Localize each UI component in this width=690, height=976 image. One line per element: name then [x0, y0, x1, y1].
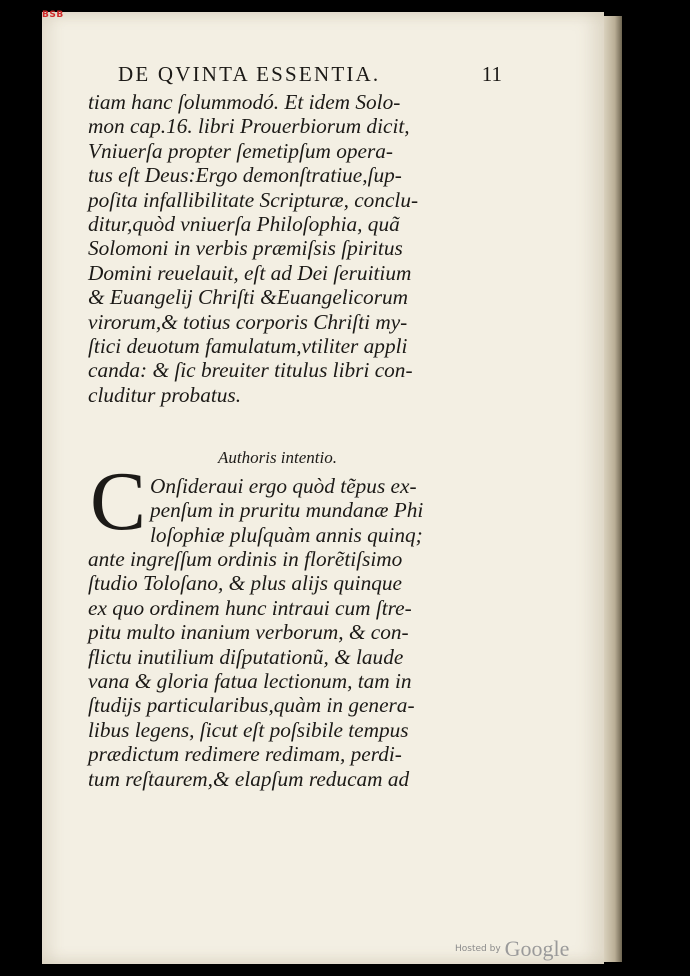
paragraph-two [88, 547, 508, 791]
text-line: flictu inutilium diſputationũ, & laude [88, 644, 404, 669]
text-line: poſita infallibilitate Scripturæ, conclu- [88, 187, 419, 212]
paragraph-two-indented [150, 474, 510, 547]
text-line: ſtudijs particularibus,quàm in genera- [88, 693, 415, 718]
paragraph-one [88, 90, 508, 407]
text-line: ſtici deuotum famulatum,vtiliter appli [88, 333, 408, 358]
text-line: Domini reuelauit, eſt ad Dei ſeruitium [88, 260, 412, 285]
text-line: Vniuerſa propter ſemetipſum opera- [88, 138, 394, 163]
google-logo: Google [504, 936, 570, 961]
page-edge-shadow [604, 16, 622, 962]
text-line: loſophiæ pluſquàm annis quinq; [150, 522, 423, 547]
section-heading: Authoris intentio. [218, 448, 337, 467]
text-line: ſtudio Toloſano, & plus alijs quinque [88, 571, 402, 596]
text-line: cluditur probatus. [88, 382, 242, 407]
text-line: tus eſt Deus:Ergo demonſtratiue,ſup- [88, 163, 402, 188]
text-line: pitu multo inanium verborum, & con- [88, 620, 409, 645]
text-line: tiam hanc ſolummodó. Et idem Solo- [88, 90, 401, 114]
text-line: penſum in pruritu mundanæ Phi [150, 498, 424, 523]
text-line: vana & gloria fatua lectionum, tam in [88, 668, 412, 693]
text-line: ante ingreſſum ordinis in florẽtiſsimo [88, 547, 403, 571]
text-line: Solomoni in verbis præmiſsis ſpiritus [88, 236, 403, 261]
library-watermark: BSB [42, 10, 64, 20]
text-line: prædictum redimere redimam, perdi- [88, 742, 402, 767]
text-line: ex quo ordinem hunc intraui cum ſtre- [88, 595, 412, 620]
text-line: tum reſtaurem,& elapſum reducam ad [88, 766, 410, 791]
page-number: 11 [481, 62, 502, 86]
text-line: mon cap.16. libri Prouerbiorum dicit, [88, 114, 410, 139]
drop-initial: C [90, 455, 147, 548]
hosted-by-label: Hosted by [455, 944, 501, 954]
text-line: ditur,quòd vniuerſa Philoſophia, quã [88, 211, 400, 236]
text-line: canda: & ſic breuiter titulus libri con- [88, 358, 413, 383]
text-line: & Euangelij Chriſti &Euangelicorum [88, 285, 409, 310]
hosted-by-footer [455, 936, 569, 962]
text-line: Onſideraui ergo quòd tẽpus ex- [150, 474, 417, 498]
running-title: DE QVINTA ESSENTIA. [118, 62, 381, 86]
text-line: libus legens, ſicut eſt poſsibile tempus [88, 717, 409, 742]
text-line: virorum,& totius corporis Chriſti my- [88, 309, 408, 334]
